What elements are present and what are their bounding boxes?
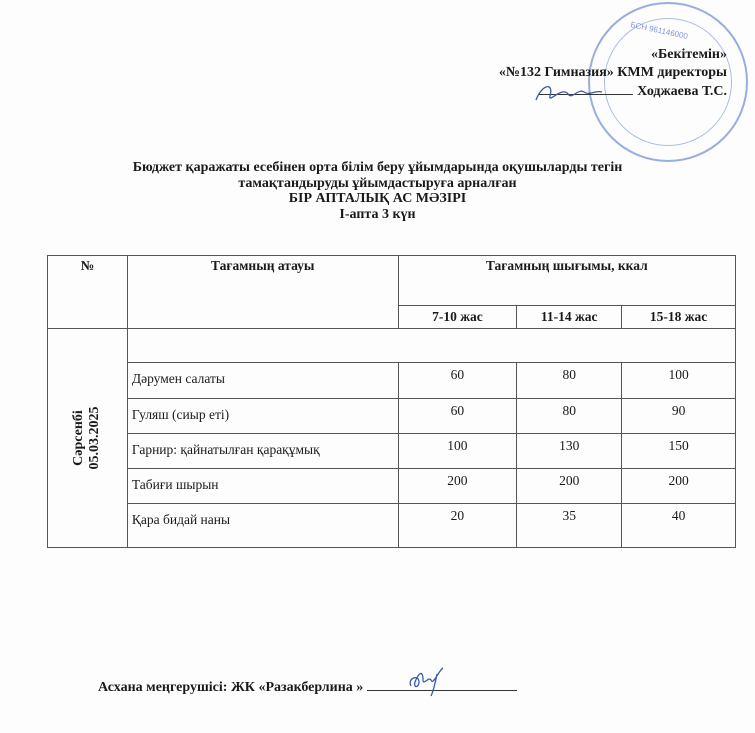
value-11-14: 80 (517, 399, 622, 434)
menu-table (47, 255, 736, 548)
day-date: 05.03.2025 (87, 406, 103, 470)
value-15-18: 90 (622, 399, 736, 434)
value-7-10: 60 (398, 399, 517, 434)
canteen-manager-label: Асхана меңгерушісі: ЖК «Разакберлина » (98, 680, 364, 695)
table-row (48, 363, 736, 399)
header-age-7-10: 7-10 жас (398, 306, 517, 329)
table-row (48, 399, 736, 434)
header-dish: Тағамның атауы (127, 256, 398, 329)
title-line-1: Бюджет қаражаты есебінен орта білім беру ұйымдарында оқушыларды тегін (132, 160, 623, 175)
value-15-18: 200 (622, 469, 736, 504)
value-7-10: 60 (398, 363, 517, 399)
dish-name: Табиғи шырын (127, 469, 398, 504)
day-cell (48, 329, 128, 548)
header-age-15-18: 15-18 жас (622, 306, 736, 329)
approval-heading: «Бекітемін» (650, 47, 727, 62)
header-row (48, 256, 736, 306)
director-name: Ходжаева Т.С. (637, 84, 727, 99)
value-11-14: 130 (517, 434, 622, 469)
value-11-14: 35 (517, 504, 622, 548)
header-age-11-14: 11-14 жас (517, 306, 622, 329)
dish-name: Қара бидай наны (127, 504, 398, 548)
value-7-10: 200 (398, 469, 517, 504)
day-name: Сәрсенбі (71, 410, 87, 466)
table-row (48, 504, 736, 548)
header-output: Тағамның шығымы, ккал (398, 256, 736, 306)
dish-name: Гуляш (сиыр еті) (127, 399, 398, 434)
title-line-4: І-апта 3 күн (339, 206, 416, 222)
day-label (71, 407, 103, 470)
value-7-10: 20 (398, 504, 517, 548)
value-11-14: 200 (517, 469, 622, 504)
manager-signature-icon (405, 664, 455, 698)
value-7-10: 100 (398, 434, 517, 469)
dish-name: Гарнир: қайнатылған қарақұмық (127, 434, 398, 469)
header-num: № (48, 256, 128, 329)
director-signature-icon (532, 80, 622, 108)
value-15-18: 150 (622, 434, 736, 469)
value-15-18: 40 (622, 504, 736, 548)
approval-position: «№132 Гимназия» КММ директоры (498, 65, 727, 80)
empty-cell (127, 329, 735, 363)
table-row (48, 434, 736, 469)
title-line-3: БІР АПТАЛЫҚ АС МӘЗІРІ (288, 191, 467, 206)
document-title (0, 160, 755, 222)
table-row (48, 469, 736, 504)
stamp-text: БСН 961146000 (629, 20, 689, 41)
value-15-18: 100 (622, 363, 736, 399)
dish-name: Дәрумен салаты (127, 363, 398, 399)
spacer-row (48, 329, 736, 363)
title-line-2: тамақтандыруды ұйымдастыруға арналған (238, 175, 517, 191)
value-11-14: 80 (517, 363, 622, 399)
